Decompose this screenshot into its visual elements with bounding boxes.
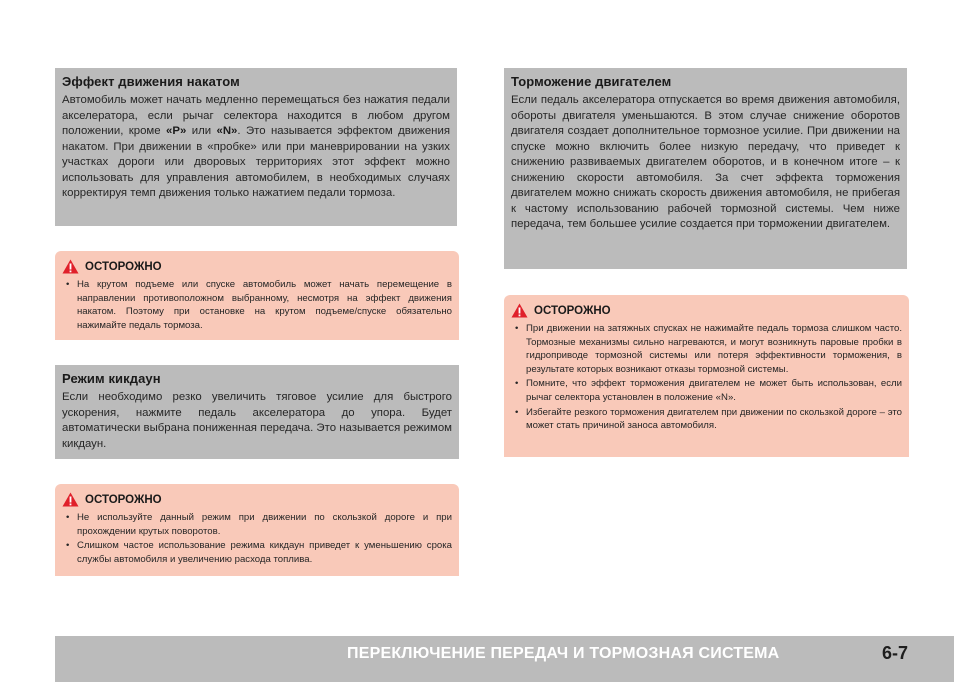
warning-item: • Избегайте резкого торможения двигателем при движении по скользкой дороге – это может стать причиной заноса автомобиля.	[511, 406, 902, 433]
engine-braking-section	[504, 68, 907, 269]
selector-n: «N»	[216, 125, 238, 137]
warning-header	[511, 303, 902, 318]
warning-box-kickdown	[55, 484, 459, 576]
engine-braking-title: Торможение двигателем	[511, 74, 672, 89]
kickdown-title: Режим кикдаун	[62, 371, 161, 386]
warning-list	[511, 322, 902, 433]
selector-p: «P»	[166, 125, 187, 137]
warning-list	[62, 511, 452, 566]
coasting-section	[55, 68, 457, 226]
coasting-title: Эффект движения накатом	[62, 74, 240, 89]
kickdown-text: Если необходимо резко увеличить тяговое усилие для быстрого ускорения, нажмите педаль акселератора до упора. Будет автоматически выбрана пониженная передача. Это называется режимом кикдаун.	[62, 391, 452, 450]
warning-triangle-icon	[62, 259, 79, 274]
warning-title: ОСТОРОЖНО	[85, 493, 162, 506]
warning-item: • Помните, что эффект торможения двигателем не может быть использован, если рычаг селектора установлен в положение «N».	[511, 377, 902, 404]
warning-item: • На крутом подъеме или спуске автомобиль может начать перемещение в направлении противоположном выбранному, несмотря на эффект движения накатом. Поэтому при остановке на крутом подъеме/спуске обязательно нажимайте педаль тормоза.	[62, 278, 452, 332]
coasting-text-part: или	[186, 125, 217, 137]
warning-header	[62, 259, 452, 274]
warning-box-engine-braking	[504, 295, 909, 457]
coasting-text	[62, 93, 450, 202]
warning-list	[62, 278, 452, 332]
section-title: ПЕРЕКЛЮЧЕНИЕ ПЕРЕДАЧ И ТОРМОЗНАЯ СИСТЕМА	[347, 645, 780, 662]
warning-item: • При движении на затяжных спусках не нажимайте педаль тормоза слишком часто. Тормозные механизмы сильно нагреваются, и могут возникнуть паровые пробки в гидроприводе тормозной системы или потеря эффективности торможения, в результате которых возникают отказы тормозной системы.	[511, 322, 902, 376]
warning-box-coasting	[55, 251, 459, 340]
kickdown-section	[55, 365, 459, 459]
warning-title: ОСТОРОЖНО	[85, 260, 162, 273]
warning-triangle-icon	[62, 492, 79, 507]
warning-title: ОСТОРОЖНО	[534, 304, 611, 317]
warning-item: • Слишком частое использование режима кикдаун приведет к уменьшению срока службы автомобиля и увеличению расхода топлива.	[62, 539, 452, 566]
coasting-text-part: . Это называется эффектом движения накатом. При движении в «пробке» или при маневрировании на узких участках дороги или дворовых территориях этот эффект можно использовать для управления автомобилем, в необходимых случаях корректируя темп движения только нажатием педали тормоза.	[62, 125, 450, 199]
warning-header	[62, 492, 452, 507]
page-number: 6-7	[882, 643, 909, 663]
coasting-text-part: Автомобиль может начать медленно перемещаться без нажатия педали акселератора, если рычаг селектора находится в любом другом положении, кроме	[62, 94, 450, 137]
warning-triangle-icon	[511, 303, 528, 318]
engine-braking-text: Если педаль акселератора отпускается во время движения автомобиля, обороты двигателя уменьшаются. В этом случае снижение оборотов двигателя создает дополнительное тормозное усилие. При движении на спуске можно включить более низкую передачу, что приведет к снижению развиваемых двигателем оборотов, и в конечном итоге – к снижению скорости автомобиля. За счет эффекта торможения двигателем можно снижать скорость движения автомобиля, не прибегая к частому использованию рабочей тормозной системы. Чем ниже передача, тем большее усилие создается при торможении двигателем.	[511, 94, 900, 230]
page-footer	[55, 636, 954, 682]
warning-item: • Не используйте данный режим при движении по скользкой дороге и при прохождении крутых поворотов.	[62, 511, 452, 538]
